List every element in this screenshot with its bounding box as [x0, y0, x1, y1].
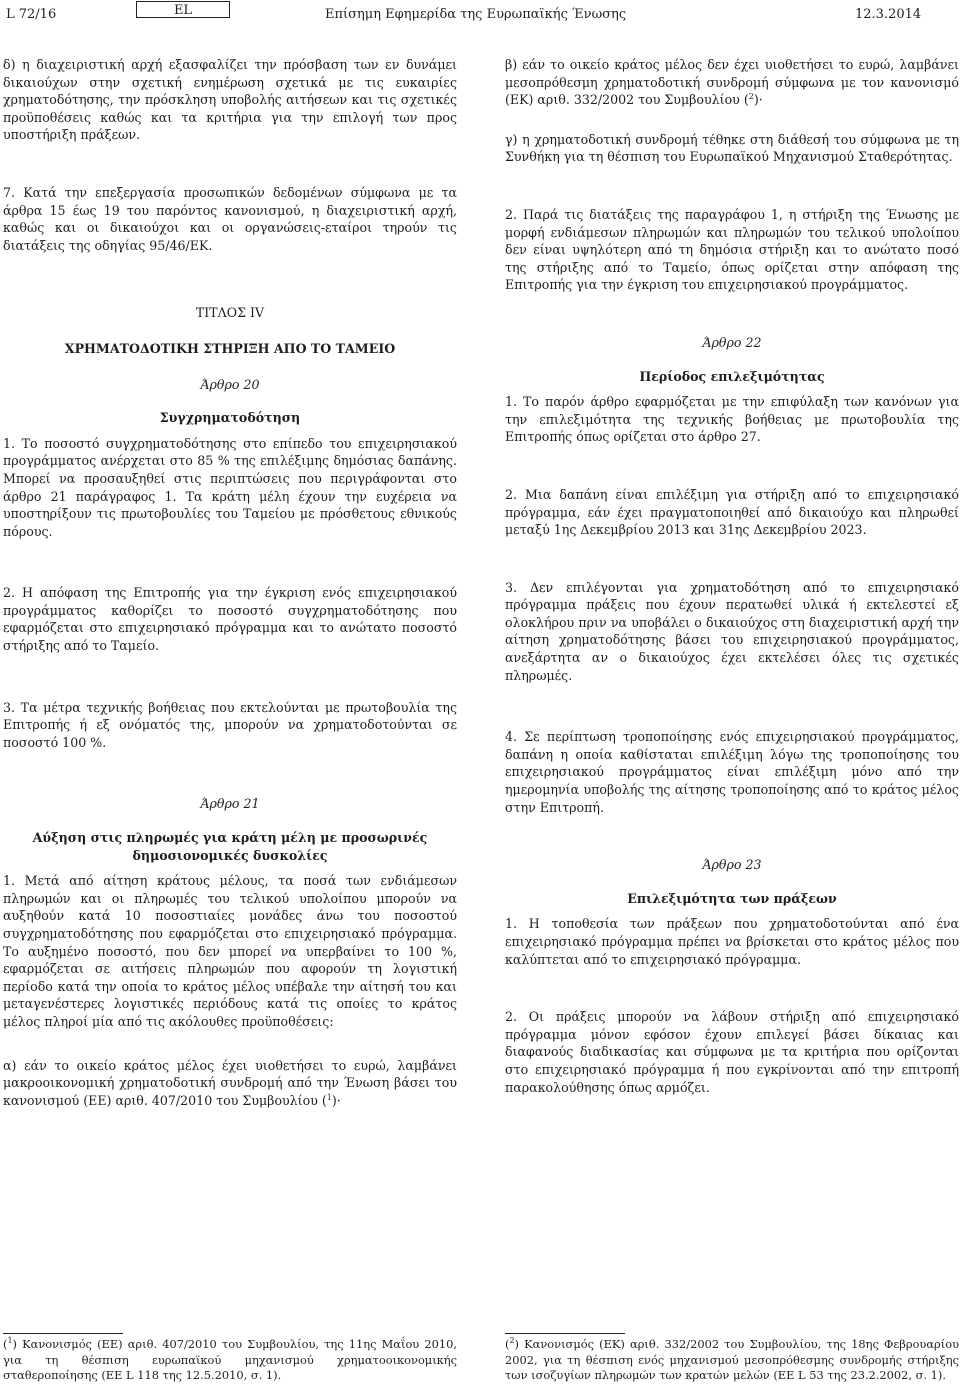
article-22-paragraph-4: 4. Σε περίπτωση τροποποίησης ενός επιχειρησιακού προγράμματος, δαπάνη η οποία καθίσταται επιλέξιμη λόγω της τροποποίησης του επιχειρησιακού προγράμματος είναι επιλέξιμη μόνο από την ημερομηνία υποβολής της αίτησης τροποποίησης από το κράτος μέλος στην Επιτροπή.	[505, 729, 959, 815]
article-23-heading: Επιλεξιμότητα των πράξεων	[627, 890, 837, 906]
page-header	[0, 0, 960, 30]
article-23-paragraph-1: 1. Η τοποθεσία των πράξεων που χρηματοδοτούνται από ένα επιχειρησιακό πρόγραμμα πρέπει να βρίσκεται στο κράτος μέλος που καλύπτεται από το επιχειρησιακό πρόγραμμα.	[505, 916, 959, 967]
point-g: γ) η χρηματοδοτική συνδρομή τέθηκε στη διάθεσή του σύμφωνα με τη Συνθήκη για τη θέσπιση του Ευρωπαϊκού Μηχανισμού Σταθερότητας.	[505, 131, 959, 165]
left-column	[3, 56, 457, 1109]
issue-date: 12.3.2014	[855, 7, 922, 22]
article-22-heading: Περίοδος επιλεξιμότητας	[639, 368, 825, 384]
title-heading: ΧΡΗΜΑΤΟΔΟΤΙΚΗ ΣΤΗΡΙΞΗ ΑΠΟ ΤΟ ΤΑΜΕΙΟ	[64, 340, 396, 356]
article-20-paragraph-3: 3. Τα μέτρα τεχνικής βοήθειας που εκτελούνται με πρωτοβουλία της Επιτροπής ή εξ ονόματός της, μπορούν να χρηματοδοτούνται σε ποσοστό 100 %.	[3, 699, 457, 750]
article-20-heading: Συγχρηματοδότηση	[159, 410, 301, 426]
page-ref: L 72/16	[6, 7, 57, 22]
footnote-ref-2: 2	[748, 92, 754, 101]
article-21-title: Άρθρο 21	[200, 796, 260, 812]
journal-title: Επίσημη Εφημερίδα της Ευρωπαϊκής Ένωσης	[325, 7, 627, 22]
article-20-title: Άρθρο 20	[200, 376, 260, 392]
article-22-paragraph-3: 3. Δεν επιλέγονται για χρηματοδότηση από το επιχειρησιακό πρόγραμμα πράξεις που έχουν περατωθεί υλικά ή εκτελεστεί εξ ολοκλήρου πριν να υποβάλει ο δικαιούχος στη διαχειριστική αρχή την αίτηση χρηματοδότησης βάσει του επιχειρησιακού προγράμματος, ανεξάρτητα αν ο δικαιούχος έχει εκτελέσει όλες τις σχετικές πληρωμές.	[505, 579, 959, 683]
article-21-point-a: α) εάν το οικείο κράτος μέλος έχει υιοθετήσει το ευρώ, λαμβάνει μακροοικονομική χρηματοδοτική συνδρομή από την Ένωση βάσει του κανονισμού (ΕΕ) αριθ. 407/2010 του Συμβουλίου ($^1$)·	[3, 1057, 457, 1108]
footnote-1: ($^1$) Κανονισμός (ΕΕ) αριθ. 407/2010 του Συμβουλίου, της 11ης Μαΐου 2010, για τη θέσπιση ευρωπαϊκού μηχανισμού χρηματοοικονομικής σταθεροποίησης (ΕΕ L 118 της 12.5.2010, σ. 1).	[3, 1336, 457, 1382]
paragraph-7: 7. Κατά την επεξεργασία προσωπικών δεδομένων σύμφωνα με τα άρθρα 15 έως 19 του παρόντος κανονισμού, η διαχειριστική αρχή, καθώς και οι δικαιούχοι και οι οργανώσεις-εταίροι τηρούν τις διατάξεις της οδηγίας 95/46/ΕΚ.	[3, 184, 457, 253]
footnote-2: ($^2$) Κανονισμός (ΕΚ) αριθ. 332/2002 του Συμβουλίου, της 18ης Φεβρουαρίου 2002, για τη θέσπιση ενός μηχανισμού μεσοπρόθεσμης συνδρομής στήριξης των ισοζυγίων πληρωμών των κρατών μελών (ΕΕ L 53 της 23.2.2002, σ. 1).	[505, 1336, 959, 1382]
article-22-paragraph-2: 2. Μια δαπάνη είναι επιλέξιμη για στήριξη από το επιχειρησιακό πρόγραμμα, εάν έχει πραγματοποιηθεί από δικαιούχο και πληρωθεί μεταξύ 1ης Δεκεμβρίου 2013 και 31ης Δεκεμβρίου 2023.	[505, 486, 959, 538]
point-delta: δ) η διαχειριστική αρχή εξασφαλίζει την πρόσβαση των εν δυνάμει δικαιούχων στην σχετική ενημέρωση σχετικά με τις ευκαιρίες χρηματοδότησης, την πρόσκληση υποβολής αιτήσεων και τις σχετικές προϋποθέσεις καθώς και τα κριτήρια για την επιλογή των προς υποστήριξη πράξεων.	[3, 57, 457, 143]
article-21-paragraph-2: 2. Παρά τις διατάξεις της παραγράφου 1, η στήριξη της Ένωσης με μορφή ενδιάμεσων πληρωμών και πληρωμών του τελικού υπολοίπου δεν είναι υψηλότερη από τη δημόσια στήριξη και το ανώτατο ποσό της στήριξης από το Ταμείο, όπως ορίζεται στην απόφαση της Επιτροπής για την έγκριση του επιχειρησιακού προγράμματος.	[505, 206, 959, 293]
article-22-paragraph-1: 1. Το παρόν άρθρο εφαρμόζεται με την επιφύλαξη των κανόνων για την επιλεξιμότητα της τεχνικής βοήθειας με πρωτοβουλία της Επιτροπής όπως ορίζεται στο άρθρο 27.	[505, 394, 959, 445]
article-21-paragraph-1: 1. Μετά από αίτηση κράτους μέλους, τα ποσά των ενδιάμεσων πληρωμών και οι πληρωμές του τελικού υπολοίπου μπορούν να αυξηθούν κατά 10 ποσοστιαίες μονάδες άνω του ποσοστού συγχρηματοδότησης που εφαρμόζεται στο επιχειρησιακό πρόγραμμα. Το αυξημένο ποσοστό, που δεν μπορεί να υπερβαίνει το 100 %, εφαρμόζεται σε αιτήσεις πληρωμών που αφορούν τη λογιστική περίοδο κατά την οποία το κράτος μέλος υπέβαλε την αίτησή του και μεταγενέστερες λογιστικές περιόδους κατά τις οποίες το κράτος μέλος πληροί μία από τις ακόλουθες προϋποθέσεις:	[3, 873, 457, 1029]
article-21-heading: Αύξηση στις πληρωμές για κράτη μέλη με προσωρινές δημοσιονομικές δυσκολίες	[32, 830, 428, 863]
article-20-paragraph-2: 2. Η απόφαση της Επιτροπής για την έγκριση ενός επιχειρησιακού προγράμματος καθορίζει το ποσοστό συγχρηματοδότησης που εφαρμόζεται στο επιχειρησιακό πρόγραμμα και το ανώτατο ποσοστό στήριξης από το Ταμείο.	[3, 585, 457, 654]
title-number: ΤΙΤΛΟΣ IV	[195, 305, 265, 321]
point-b: β) εάν το οικείο κράτος μέλος δεν έχει υιοθετήσει το ευρώ, λαμβάνει μεσοπρόθεσμη χρηματοδοτική συνδρομή σύμφωνα με τον κανονισμό (ΕΚ) αριθ. 332/2002 του Συμβουλίου ($^2$)·	[505, 57, 959, 108]
article-20-paragraph-1: 1. Το ποσοστό συγχρηματοδότησης στο επίπεδο του επιχειρησιακού προγράμματος ανέρχεται στο 85 % της επιλέξιμης δημόσιας δαπάνης. Μπορεί να προσαυξηθεί στις περιπτώσεις που περιγράφονται στο άρθρο 21 παράγραφος 1. Τα κράτη μέλη έχουν την ευχέρεια να υποστηρίξουν τις πρωτοβουλίες του Ταμείου με πρόσθετους εθνικούς πόρους.	[3, 435, 457, 539]
article-23-paragraph-2: 2. Οι πράξεις μπορούν να λάβουν στήριξη από επιχειρησιακό πρόγραμμα μόνον εφόσον έχουν επιλεγεί βάσει δίκαιας και διαφανούς διαδικασίας και σύμφωνα με τα κριτήρια που ορίζονται στο επιχειρησιακό πρόγραμμα ή που εγκρίνονται από την επιτροπή παρακολούθησης όπως αρμόζει.	[505, 1009, 959, 1095]
article-23-title: Άρθρο 23	[702, 857, 762, 873]
right-column	[505, 56, 959, 1096]
footnote-ref-1: 1	[326, 1092, 332, 1102]
footnote-separator-right	[505, 1333, 625, 1334]
footnote-separator-left	[3, 1333, 123, 1334]
language-badge: EL	[136, 1, 230, 18]
article-22-title: Άρθρο 22	[702, 334, 762, 350]
